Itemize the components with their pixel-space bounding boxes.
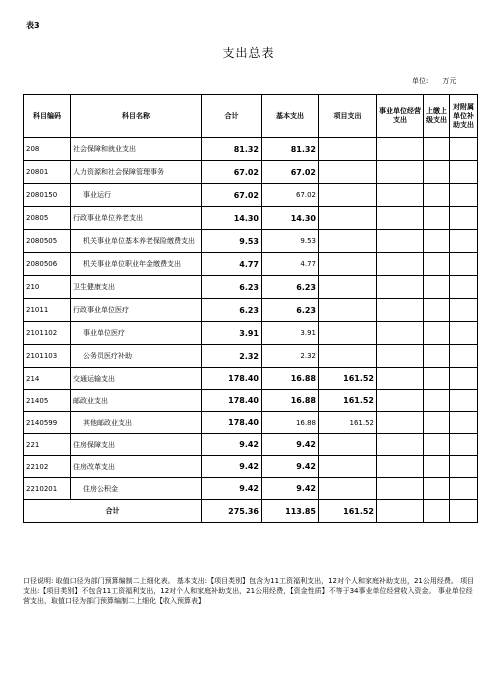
row-code: 210 <box>24 276 71 299</box>
row-code: 2080505 <box>24 230 71 253</box>
row-basic: 3.91 <box>262 322 319 345</box>
row-total: 9.42 <box>202 434 262 456</box>
row-project: 161.52 <box>319 412 377 434</box>
row-project <box>319 478 377 500</box>
row-business <box>377 322 424 345</box>
row-subsidy <box>450 253 478 276</box>
row-name: 事业单位医疗 <box>71 322 202 345</box>
row-basic: 6.23 <box>262 276 319 299</box>
row-subsidy <box>450 368 478 390</box>
row-upper <box>424 478 450 500</box>
row-name: 社会保障和就业支出 <box>71 138 202 161</box>
header-row <box>24 95 478 138</box>
row-subsidy <box>450 456 478 478</box>
header-code: 科目编码 <box>24 95 71 138</box>
header-total: 合计 <box>202 95 262 138</box>
row-total: 178.40 <box>202 390 262 412</box>
total-total: 275.36 <box>202 500 262 523</box>
row-code: 2080150 <box>24 184 71 207</box>
row-code: 214 <box>24 368 71 390</box>
total-basic: 113.85 <box>262 500 319 523</box>
table-row <box>24 368 478 390</box>
row-name: 行政事业单位养老支出 <box>71 207 202 230</box>
row-business <box>377 138 424 161</box>
row-upper <box>424 230 450 253</box>
row-project <box>319 138 377 161</box>
row-name: 邮政业支出 <box>71 390 202 412</box>
row-business <box>377 390 424 412</box>
table-row <box>24 138 478 161</box>
row-code: 208 <box>24 138 71 161</box>
row-subsidy <box>450 161 478 184</box>
row-code: 2080506 <box>24 253 71 276</box>
row-code: 20801 <box>24 161 71 184</box>
row-upper <box>424 161 450 184</box>
row-upper <box>424 276 450 299</box>
row-total: 3.91 <box>202 322 262 345</box>
row-basic: 4.77 <box>262 253 319 276</box>
row-project <box>319 434 377 456</box>
row-subsidy <box>450 412 478 434</box>
row-code: 21011 <box>24 299 71 322</box>
total-row <box>24 500 478 523</box>
header-basic: 基本支出 <box>262 95 319 138</box>
unit-line <box>412 76 456 86</box>
total-label: 合计 <box>24 500 202 523</box>
row-upper <box>424 412 450 434</box>
header-subsidy: 对附属单位补助支出 <box>450 95 478 138</box>
row-project <box>319 184 377 207</box>
row-upper <box>424 299 450 322</box>
row-business <box>377 456 424 478</box>
row-project: 161.52 <box>319 390 377 412</box>
row-business <box>377 412 424 434</box>
row-subsidy <box>450 478 478 500</box>
row-total: 178.40 <box>202 412 262 434</box>
row-upper <box>424 207 450 230</box>
row-basic: 9.42 <box>262 434 319 456</box>
table-row <box>24 456 478 478</box>
row-upper <box>424 138 450 161</box>
row-name: 机关事业单位基本养老保险缴费支出 <box>71 230 202 253</box>
row-total: 67.02 <box>202 184 262 207</box>
row-basic: 14.30 <box>262 207 319 230</box>
page-title: 支出总表 <box>222 46 275 60</box>
row-subsidy <box>450 299 478 322</box>
unit-label: 单位: <box>412 77 429 85</box>
row-business <box>377 184 424 207</box>
row-total: 178.40 <box>202 368 262 390</box>
row-business <box>377 478 424 500</box>
row-total: 9.42 <box>202 478 262 500</box>
table-row <box>24 478 478 500</box>
table-row <box>24 434 478 456</box>
row-business <box>377 434 424 456</box>
header-name: 科目名称 <box>71 95 202 138</box>
row-total: 4.77 <box>202 253 262 276</box>
row-business <box>377 368 424 390</box>
table-row <box>24 345 478 368</box>
row-total: 67.02 <box>202 161 262 184</box>
row-upper <box>424 456 450 478</box>
row-name: 其他邮政业支出 <box>71 412 202 434</box>
row-name: 交通运输支出 <box>71 368 202 390</box>
row-total: 6.23 <box>202 276 262 299</box>
row-name: 卫生健康支出 <box>71 276 202 299</box>
table-row <box>24 207 478 230</box>
row-code: 22102 <box>24 456 71 478</box>
header-business: 事业单位经营支出 <box>377 95 424 138</box>
row-subsidy <box>450 345 478 368</box>
row-basic: 9.42 <box>262 478 319 500</box>
row-basic: 2.32 <box>262 345 319 368</box>
table-row <box>24 253 478 276</box>
row-business <box>377 345 424 368</box>
row-subsidy <box>450 390 478 412</box>
row-upper <box>424 345 450 368</box>
row-project <box>319 207 377 230</box>
row-subsidy <box>450 434 478 456</box>
row-project <box>319 230 377 253</box>
row-basic: 9.53 <box>262 230 319 253</box>
row-business <box>377 253 424 276</box>
row-name: 住房保障支出 <box>71 434 202 456</box>
row-basic: 81.32 <box>262 138 319 161</box>
row-project <box>319 276 377 299</box>
row-upper <box>424 434 450 456</box>
table-row <box>24 299 478 322</box>
total-business <box>377 500 424 523</box>
table-row <box>24 230 478 253</box>
table-row <box>24 276 478 299</box>
row-total: 6.23 <box>202 299 262 322</box>
row-upper <box>424 390 450 412</box>
unit-value: 万元 <box>442 77 457 85</box>
table-row <box>24 390 478 412</box>
total-subsidy <box>450 500 478 523</box>
row-project <box>319 345 377 368</box>
row-total: 9.42 <box>202 456 262 478</box>
row-basic: 67.02 <box>262 184 319 207</box>
table-row <box>24 161 478 184</box>
row-code: 2140599 <box>24 412 71 434</box>
row-business <box>377 299 424 322</box>
row-total: 81.32 <box>202 138 262 161</box>
row-basic: 16.88 <box>262 390 319 412</box>
table-row <box>24 412 478 434</box>
row-upper <box>424 322 450 345</box>
row-upper <box>424 253 450 276</box>
row-code: 221 <box>24 434 71 456</box>
row-code: 2210201 <box>24 478 71 500</box>
row-subsidy <box>450 207 478 230</box>
row-name: 公务员医疗补助 <box>71 345 202 368</box>
row-name: 住房公积金 <box>71 478 202 500</box>
row-name: 住房改革支出 <box>71 456 202 478</box>
row-business <box>377 161 424 184</box>
total-project: 161.52 <box>319 500 377 523</box>
total-upper <box>424 500 450 523</box>
sheet-number: 表3 <box>26 21 40 30</box>
row-project: 161.52 <box>319 368 377 390</box>
table-row <box>24 322 478 345</box>
row-upper <box>424 184 450 207</box>
row-basic: 16.88 <box>262 412 319 434</box>
row-code: 20805 <box>24 207 71 230</box>
caliber-note: 口径说明: 取值口径为部门预算编制二上细化表。 基本支出:【项目类别】包含为11工资福利支出，12对个人和家庭补助支出，21公用经费。 项目支出:【项目类别】不包含11工资福利支出，12对个人和家庭补助支出，21公用经费，【资金性质】不等于34事业单位经营收入资金。 事业单位经营支出，取值口径为部门预算编制二上细化【收入预算表】 <box>23 577 475 605</box>
row-project <box>319 161 377 184</box>
row-code: 2101103 <box>24 345 71 368</box>
row-business <box>377 207 424 230</box>
row-code: 2101102 <box>24 322 71 345</box>
row-total: 9.53 <box>202 230 262 253</box>
row-basic: 16.88 <box>262 368 319 390</box>
row-subsidy <box>450 276 478 299</box>
row-subsidy <box>450 322 478 345</box>
row-name: 人力资源和社会保障管理事务 <box>71 161 202 184</box>
row-subsidy <box>450 230 478 253</box>
expenditure-table <box>23 94 478 523</box>
row-basic: 67.02 <box>262 161 319 184</box>
row-project <box>319 253 377 276</box>
row-total: 14.30 <box>202 207 262 230</box>
row-name: 事业运行 <box>71 184 202 207</box>
row-basic: 6.23 <box>262 299 319 322</box>
row-subsidy <box>450 138 478 161</box>
row-business <box>377 276 424 299</box>
header-project: 项目支出 <box>319 95 377 138</box>
row-project <box>319 299 377 322</box>
row-subsidy <box>450 184 478 207</box>
row-name: 行政事业单位医疗 <box>71 299 202 322</box>
row-name: 机关事业单位职业年金缴费支出 <box>71 253 202 276</box>
table-row <box>24 184 478 207</box>
row-code: 21405 <box>24 390 71 412</box>
row-upper <box>424 368 450 390</box>
header-upper: 上缴上级支出 <box>424 95 450 138</box>
row-basic: 9.42 <box>262 456 319 478</box>
row-project <box>319 322 377 345</box>
row-total: 2.32 <box>202 345 262 368</box>
row-business <box>377 230 424 253</box>
row-project <box>319 456 377 478</box>
